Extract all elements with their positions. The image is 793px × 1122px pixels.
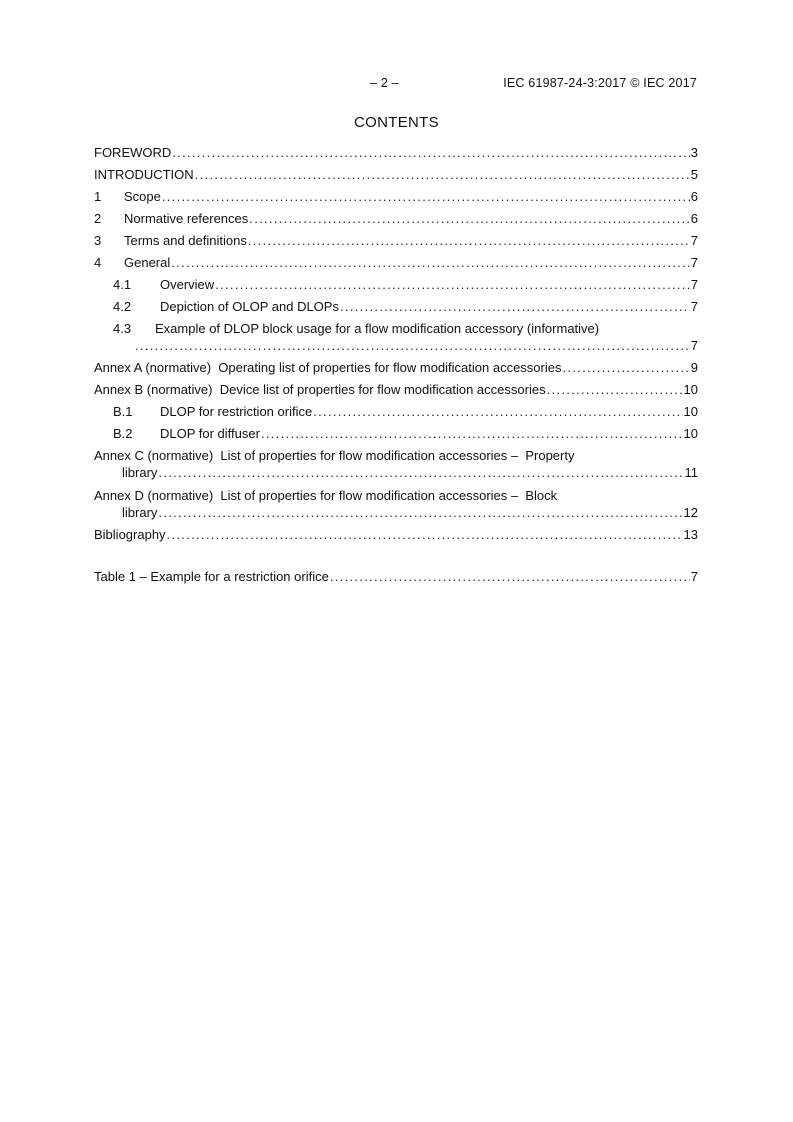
toc-entry-scope[interactable] — [94, 188, 698, 206]
toc-page-number: 7 — [690, 568, 698, 584]
toc-page-number: 12 — [683, 504, 698, 520]
dot-leader — [563, 359, 690, 377]
toc-entry-annex-a[interactable] — [94, 359, 698, 377]
toc-entry-general[interactable] — [94, 254, 698, 272]
toc-page-number: 7 — [690, 277, 698, 292]
dot-leader — [158, 464, 683, 482]
toc-entry-annex-b[interactable] — [94, 381, 698, 399]
dot-leader — [340, 298, 690, 316]
toc-page-number: 10 — [683, 426, 698, 441]
toc-entry-text: Normative references — [124, 211, 249, 226]
page-number: – 2 – — [370, 76, 399, 90]
toc-entry-dlop-block-usage-example[interactable] — [94, 320, 698, 355]
toc-entry-text: Bibliography — [94, 526, 166, 542]
dot-leader — [215, 276, 690, 294]
toc-entry-text: Annex B (normative) Device list of properties for flow modification accessories — [94, 382, 546, 397]
dot-leader — [171, 254, 690, 272]
page-header — [0, 76, 793, 92]
dot-leader — [313, 403, 682, 421]
toc-section-number: 4.3 — [113, 321, 132, 336]
toc-entry-annex-c[interactable] — [94, 447, 698, 482]
dot-leader — [162, 188, 690, 206]
toc-entry-text: FOREWORD — [94, 145, 172, 160]
toc-entry-text-continued: library — [122, 465, 158, 481]
dot-leader — [167, 526, 683, 544]
toc-entry-text: Annex D (normative) List of properties for flow modification accessories – Block — [94, 487, 558, 503]
toc-entry-text: Terms and definitions — [124, 233, 247, 248]
toc-entry-bibliography[interactable] — [94, 526, 698, 544]
toc-entry-text: Annex A (normative) Operating list of properties for flow modification accessories — [94, 360, 562, 375]
dot-leader — [158, 504, 682, 522]
dot-leader — [261, 425, 683, 443]
toc-entry-text: Table 1 – Example for a restriction orifice — [94, 568, 329, 584]
toc-entry-foreword[interactable] — [94, 144, 698, 162]
toc-section-number: B.2 — [113, 426, 133, 441]
page-title: CONTENTS — [354, 114, 439, 131]
toc-page-number: 13 — [683, 526, 698, 542]
toc-page-number: 7 — [690, 338, 698, 353]
dot-leader — [135, 337, 690, 355]
toc-entry-dlop-restriction-orifice[interactable] — [94, 403, 698, 421]
toc-entry-overview[interactable] — [94, 276, 698, 294]
toc-section-number: 2 — [94, 211, 102, 226]
toc-entry-text: Scope — [124, 189, 161, 204]
toc-entry-text: INTRODUCTION — [94, 167, 194, 182]
toc-entry-text-continued: library — [122, 504, 158, 520]
toc-page-number: 9 — [690, 360, 698, 375]
toc-entry-text: Example of DLOP block usage for a flow modification accessory (informative) — [155, 321, 600, 336]
toc-page-number: 7 — [690, 233, 698, 248]
toc-page-number: 10 — [683, 382, 698, 397]
toc-entry-text: Overview — [160, 277, 215, 292]
toc-section-number: 3 — [94, 233, 102, 248]
toc-page-number: 11 — [684, 465, 698, 481]
toc-page-number: 5 — [690, 167, 698, 182]
document-reference: IEC 61987-24-3:2017 © IEC 2017 — [503, 76, 697, 90]
toc-section-number: 1 — [94, 189, 102, 204]
toc-page-number: 10 — [683, 404, 698, 419]
table-of-contents — [94, 144, 698, 586]
toc-section-number: 4 — [94, 255, 102, 270]
toc-entry-text: General — [124, 255, 171, 270]
toc-section-number: B.1 — [113, 404, 133, 419]
dot-leader — [248, 232, 690, 250]
toc-entry-depiction-of-olop-and-dlops[interactable] — [94, 298, 698, 316]
dot-leader — [249, 210, 689, 228]
toc-entry-terms-and-definitions[interactable] — [94, 232, 698, 250]
toc-section-number: 4.1 — [113, 277, 132, 292]
dot-leader — [547, 381, 683, 399]
toc-page-number: 6 — [690, 189, 698, 204]
toc-page-number: 7 — [690, 255, 698, 270]
toc-entry-text: Depiction of OLOP and DLOPs — [160, 299, 339, 314]
toc-page-number: 6 — [690, 211, 698, 226]
toc-entry-normative-references[interactable] — [94, 210, 698, 228]
toc-section-number: 4.2 — [113, 299, 132, 314]
dot-leader — [330, 568, 690, 586]
toc-entry-text: DLOP for diffuser — [160, 426, 260, 441]
toc-entry-dlop-diffuser[interactable] — [94, 425, 698, 443]
toc-page-number: 7 — [690, 299, 698, 314]
dot-leader — [172, 144, 689, 162]
toc-entry-annex-d[interactable] — [94, 487, 698, 522]
toc-entry-table-1[interactable] — [94, 568, 698, 586]
dot-leader — [195, 166, 690, 184]
toc-entry-text: DLOP for restriction orifice — [160, 404, 313, 419]
toc-page-number: 3 — [690, 145, 698, 160]
toc-entry-introduction[interactable] — [94, 166, 698, 184]
toc-entry-text: Annex C (normative) List of properties for flow modification accessories – Property — [94, 448, 575, 464]
